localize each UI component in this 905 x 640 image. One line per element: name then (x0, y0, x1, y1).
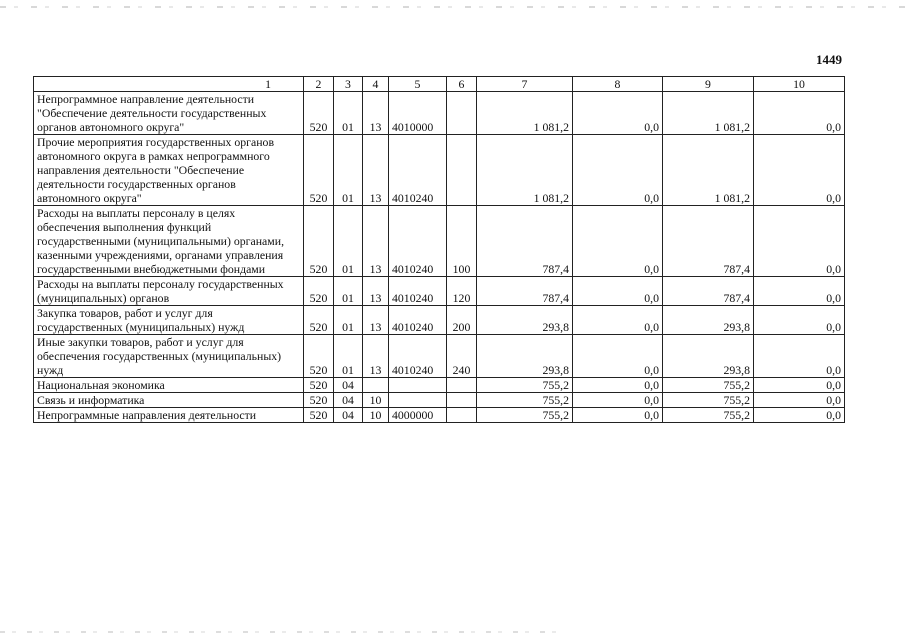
table-row (34, 335, 845, 378)
cell-amount: 0,0 (573, 277, 663, 306)
cell-amount: 755,2 (663, 378, 754, 393)
cell-amount: 755,2 (477, 393, 573, 408)
cell-target-article: 4010240 (389, 306, 447, 335)
cell-subsection: 13 (363, 92, 389, 135)
cell-subsection: 10 (363, 393, 389, 408)
table-row (34, 92, 845, 135)
cell-amount: 0,0 (573, 306, 663, 335)
cell-subsection: 13 (363, 135, 389, 206)
cell-subsection: 13 (363, 206, 389, 277)
cell-amount: 755,2 (477, 408, 573, 423)
cell-section: 01 (334, 306, 363, 335)
cell-ministry: 520 (304, 206, 334, 277)
cell-target-article: 4000000 (389, 408, 447, 423)
col-header: 6 (447, 77, 477, 92)
cell-amount: 0,0 (754, 335, 845, 378)
cell-target-article: 4010000 (389, 92, 447, 135)
col-header: 7 (477, 77, 573, 92)
cell-amount: 1 081,2 (663, 92, 754, 135)
cell-ministry: 520 (304, 378, 334, 393)
cell-section: 04 (334, 408, 363, 423)
scan-artifact-bottom (0, 631, 560, 633)
cell-section: 01 (334, 335, 363, 378)
col-header: 5 (389, 77, 447, 92)
col-header: 8 (573, 77, 663, 92)
cell-amount: 293,8 (477, 335, 573, 378)
table-row (34, 206, 845, 277)
row-name: Расходы на выплаты персоналу государственных (муниципальных) органов (34, 277, 304, 306)
cell-amount: 0,0 (573, 135, 663, 206)
cell-amount: 0,0 (573, 408, 663, 423)
cell-amount: 0,0 (573, 92, 663, 135)
cell-target-article: 4010240 (389, 335, 447, 378)
cell-section: 04 (334, 393, 363, 408)
row-name: Прочие мероприятия государственных органов автономного округа в рамках непрограммного направления деятельности "Обеспечение деятельности государственных органов автономного округа" (34, 135, 304, 206)
cell-amount: 0,0 (754, 135, 845, 206)
cell-amount: 0,0 (573, 335, 663, 378)
cell-subsection: 13 (363, 335, 389, 378)
cell-amount: 755,2 (663, 408, 754, 423)
page-number: 1449 (816, 52, 842, 67)
cell-amount: 293,8 (663, 335, 754, 378)
cell-amount: 0,0 (754, 378, 845, 393)
cell-subsection (363, 378, 389, 393)
cell-expense-type: 240 (447, 335, 477, 378)
cell-amount: 1 081,2 (663, 135, 754, 206)
cell-target-article: 4010240 (389, 135, 447, 206)
row-name: Закупка товаров, работ и услуг для государственных (муниципальных) нужд (34, 306, 304, 335)
cell-amount: 1 081,2 (477, 92, 573, 135)
cell-section: 04 (334, 378, 363, 393)
cell-amount: 293,8 (663, 306, 754, 335)
cell-expense-type (447, 135, 477, 206)
cell-expense-type (447, 92, 477, 135)
cell-expense-type: 200 (447, 306, 477, 335)
cell-amount: 0,0 (754, 206, 845, 277)
cell-amount: 293,8 (477, 306, 573, 335)
table-row (34, 393, 845, 408)
cell-amount: 0,0 (573, 393, 663, 408)
cell-amount: 0,0 (754, 393, 845, 408)
cell-amount: 0,0 (573, 206, 663, 277)
cell-expense-type (447, 408, 477, 423)
cell-expense-type: 100 (447, 206, 477, 277)
cell-amount: 0,0 (754, 408, 845, 423)
cell-target-article: 4010240 (389, 277, 447, 306)
row-name: Национальная экономика (34, 378, 304, 393)
cell-ministry: 520 (304, 393, 334, 408)
col-header: 3 (334, 77, 363, 92)
row-name: Непрограммное направление деятельности "Обеспечение деятельности государственных органов автономного округа" (34, 92, 304, 135)
cell-ministry: 520 (304, 306, 334, 335)
cell-section: 01 (334, 92, 363, 135)
cell-ministry: 520 (304, 277, 334, 306)
table-row (34, 408, 845, 423)
cell-amount: 0,0 (573, 378, 663, 393)
cell-target-article (389, 393, 447, 408)
header-row (34, 77, 845, 92)
cell-ministry: 520 (304, 408, 334, 423)
cell-amount: 755,2 (663, 393, 754, 408)
cell-subsection: 13 (363, 277, 389, 306)
table-row (34, 277, 845, 306)
row-name: Иные закупки товаров, работ и услуг для обеспечения государственных (муниципальных) нужд (34, 335, 304, 378)
cell-ministry: 520 (304, 335, 334, 378)
cell-target-article: 4010240 (389, 206, 447, 277)
table-row (34, 378, 845, 393)
cell-amount: 787,4 (477, 206, 573, 277)
table-row (34, 135, 845, 206)
cell-amount: 1 081,2 (477, 135, 573, 206)
cell-amount: 787,4 (663, 206, 754, 277)
row-name: Расходы на выплаты персоналу в целях обеспечения выполнения функций государственными (муниципальными) органами, казенными учреждениями, органами управления государственными внебюджетными фондами (34, 206, 304, 277)
cell-amount: 787,4 (663, 277, 754, 306)
cell-subsection: 10 (363, 408, 389, 423)
col-header: 2 (304, 77, 334, 92)
cell-section: 01 (334, 206, 363, 277)
cell-amount: 787,4 (477, 277, 573, 306)
cell-subsection: 13 (363, 306, 389, 335)
cell-expense-type (447, 378, 477, 393)
col-header: 1 (34, 77, 304, 92)
cell-amount: 755,2 (477, 378, 573, 393)
cell-section: 01 (334, 277, 363, 306)
cell-expense-type: 120 (447, 277, 477, 306)
row-name: Связь и информатика (34, 393, 304, 408)
col-header: 9 (663, 77, 754, 92)
cell-amount: 0,0 (754, 277, 845, 306)
cell-target-article (389, 378, 447, 393)
col-header: 4 (363, 77, 389, 92)
row-name: Непрограммные направления деятельности (34, 408, 304, 423)
cell-amount: 0,0 (754, 306, 845, 335)
budget-table (33, 76, 845, 423)
cell-expense-type (447, 393, 477, 408)
col-header: 10 (754, 77, 845, 92)
cell-ministry: 520 (304, 92, 334, 135)
cell-section: 01 (334, 135, 363, 206)
table-row (34, 306, 845, 335)
cell-ministry: 520 (304, 135, 334, 206)
scan-artifact-top (0, 6, 905, 8)
cell-amount: 0,0 (754, 92, 845, 135)
